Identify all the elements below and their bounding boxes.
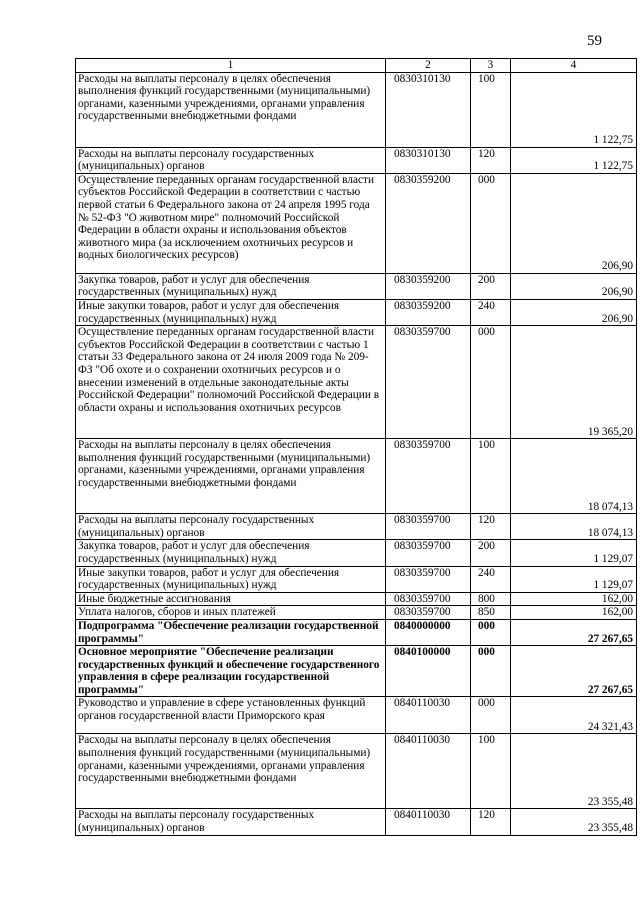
- row-type: 000: [471, 619, 511, 645]
- row-description: Основное мероприятие "Обеспечение реализации государственных функций и обеспечение государственного управления в сфере реализации государственной программы": [76, 646, 386, 697]
- row-description: Расходы на выплаты персоналу в целях обеспечения выполнения функций государственными (муниципальными) органами, казенными учреждениями, органами управления государственными внебюджетными фондами: [76, 72, 386, 147]
- row-type: 000: [471, 697, 511, 734]
- row-amount: 27 267,65: [511, 619, 637, 645]
- row-description: Подпрограмма "Обеспечение реализации государственной программы": [76, 619, 386, 645]
- row-amount: 23 355,48: [511, 734, 637, 809]
- row-amount: 18 074,13: [511, 514, 637, 540]
- table-row: [76, 299, 637, 325]
- row-description: Закупка товаров, работ и услуг для обеспечения государственных (муниципальных) нужд: [76, 273, 386, 299]
- row-amount: 1 129,07: [511, 540, 637, 566]
- row-description: Иные бюджетные ассигнования: [76, 592, 386, 606]
- row-description: Расходы на выплаты персоналу государственных (муниципальных) органов: [76, 514, 386, 540]
- row-type: 240: [471, 299, 511, 325]
- row-code: 0830359700: [386, 592, 471, 606]
- row-description: Уплата налогов, сборов и иных платежей: [76, 606, 386, 620]
- row-description: Расходы на выплаты персоналу в целях обеспечения выполнения функций государственными (муниципальными) органами, казенными учреждениями, органами управления государственными внебюджетными фондами: [76, 439, 386, 514]
- row-type: 200: [471, 273, 511, 299]
- row-type: 000: [471, 326, 511, 439]
- row-type: 120: [471, 514, 511, 540]
- table-row: [76, 734, 637, 809]
- row-code: 0830359200: [386, 173, 471, 273]
- table-row: [76, 809, 637, 835]
- row-code: 0840100000: [386, 646, 471, 697]
- row-code: 0840000000: [386, 619, 471, 645]
- row-amount: 27 267,65: [511, 646, 637, 697]
- row-code: 0830310130: [386, 147, 471, 173]
- row-code: 0830359700: [386, 439, 471, 514]
- row-type: 000: [471, 173, 511, 273]
- row-type: 800: [471, 592, 511, 606]
- row-description: Осуществление переданных органам государственной власти субъектов Российской Федерации в соответствии с частью первой статьи 6 Федерального закона от 24 апреля 1995 года № 52-ФЗ "О животном мире" полномочий Российской Федерации в области охраны и использования объектов животного мира (за исключением охотничьих ресурсов и водных биологических ресурсов): [76, 173, 386, 273]
- table-row: [76, 606, 637, 620]
- table-row: [76, 592, 637, 606]
- row-amount: 19 365,20: [511, 326, 637, 439]
- table-row: [76, 273, 637, 299]
- table-row: [76, 326, 637, 439]
- row-description: Закупка товаров, работ и услуг для обеспечения государственных (муниципальных) нужд: [76, 540, 386, 566]
- row-type: 850: [471, 606, 511, 620]
- row-amount: 162,00: [511, 606, 637, 620]
- row-amount: 206,90: [511, 299, 637, 325]
- header-row: [76, 59, 637, 73]
- header-col-3: 3: [471, 59, 511, 73]
- row-type: 200: [471, 540, 511, 566]
- row-description: Руководство и управление в сфере установленных функций органов государственной власти Приморского края: [76, 697, 386, 734]
- row-amount: 23 355,48: [511, 809, 637, 835]
- row-amount: 24 321,43: [511, 697, 637, 734]
- row-code: 0830359200: [386, 299, 471, 325]
- header-col-2: 2: [386, 59, 471, 73]
- table-row: [76, 72, 637, 147]
- row-description: Расходы на выплаты персоналу государственных (муниципальных) органов: [76, 809, 386, 835]
- row-code: 0830359700: [386, 566, 471, 592]
- page-number: 59: [587, 33, 602, 49]
- row-code: 0830359700: [386, 514, 471, 540]
- row-code: 0830359700: [386, 606, 471, 620]
- row-amount: 1 129,07: [511, 566, 637, 592]
- table-row: [76, 514, 637, 540]
- row-type: 000: [471, 646, 511, 697]
- table-row: [76, 697, 637, 734]
- header-col-4: 4: [511, 59, 637, 73]
- table-row: [76, 147, 637, 173]
- row-description: Иные закупки товаров, работ и услуг для обеспечения государственных (муниципальных) нужд: [76, 566, 386, 592]
- row-type: 100: [471, 72, 511, 147]
- row-code: 0830359700: [386, 540, 471, 566]
- row-code: 0830359700: [386, 326, 471, 439]
- table-row: [76, 439, 637, 514]
- row-code: 0830359200: [386, 273, 471, 299]
- row-code: 0840110030: [386, 697, 471, 734]
- row-description: Расходы на выплаты персоналу государственных (муниципальных) органов: [76, 147, 386, 173]
- row-description: Иные закупки товаров, работ и услуг для обеспечения государственных (муниципальных) нужд: [76, 299, 386, 325]
- table-row: [76, 173, 637, 273]
- table-row: [76, 566, 637, 592]
- row-amount: 162,00: [511, 592, 637, 606]
- row-amount: 18 074,13: [511, 439, 637, 514]
- row-type: 120: [471, 147, 511, 173]
- row-amount: 206,90: [511, 173, 637, 273]
- row-amount: 206,90: [511, 273, 637, 299]
- row-code: 0830310130: [386, 72, 471, 147]
- row-description: Осуществление переданных органам государственной власти субъектов Российской Федерации в соответствии с частью 1 статьи 33 Федерального закона от 24 июля 2009 года № 209-ФЗ "Об охоте и о сохранении охотничьих ресурсов и о внесении изменений в отдельные законодательные акты Российской Федерации" полномочий Российской Федерации в области охраны и использования охотничьих ресурсов: [76, 326, 386, 439]
- header-col-1: 1: [76, 59, 386, 73]
- row-code: 0840110030: [386, 734, 471, 809]
- row-amount: 1 122,75: [511, 72, 637, 147]
- row-type: 120: [471, 809, 511, 835]
- row-type: 240: [471, 566, 511, 592]
- table-row: [76, 619, 637, 645]
- row-type: 100: [471, 439, 511, 514]
- table-row: [76, 646, 637, 697]
- row-code: 0840110030: [386, 809, 471, 835]
- budget-table: [75, 58, 637, 836]
- table-row: [76, 540, 637, 566]
- row-amount: 1 122,75: [511, 147, 637, 173]
- row-description: Расходы на выплаты персоналу в целях обеспечения выполнения функций государственными (муниципальными) органами, казенными учреждениями, органами управления государственными внебюджетными фондами: [76, 734, 386, 809]
- row-type: 100: [471, 734, 511, 809]
